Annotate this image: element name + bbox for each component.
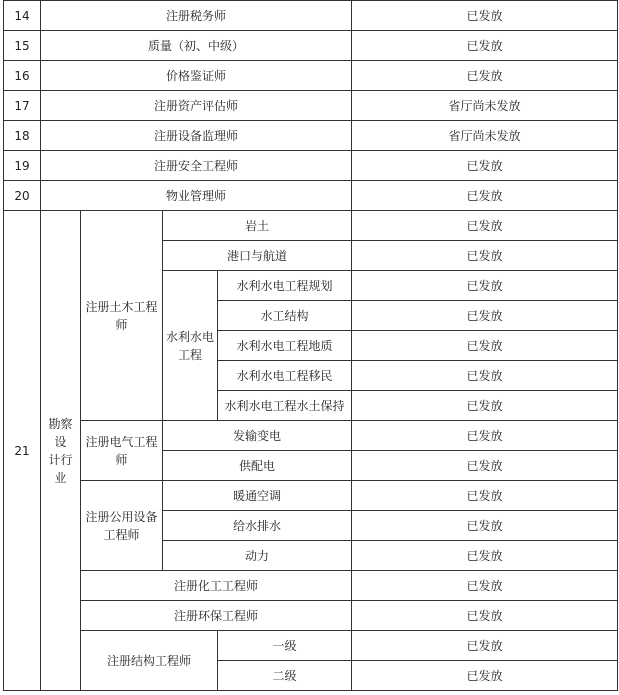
table-row: [4, 631, 618, 661]
row-number: 18: [4, 121, 41, 151]
status-cell: 已发放: [352, 31, 618, 61]
specialty-name: 给水排水: [163, 511, 352, 541]
status-cell: 已发放: [352, 541, 618, 571]
specialty-name: 水利水电工程地质: [218, 331, 352, 361]
status-cell: 已发放: [352, 631, 618, 661]
status-cell: 已发放: [352, 271, 618, 301]
utility-engineer-label-line1: 注册公用设备: [85, 509, 158, 524]
status-cell: 已发放: [352, 1, 618, 31]
row-number: 21: [4, 211, 41, 691]
table-row: [4, 151, 618, 181]
status-cell: 已发放: [352, 331, 618, 361]
certificate-name: 注册安全工程师: [41, 151, 352, 181]
status-cell: 省厅尚未发放: [352, 91, 618, 121]
certificate-name: 价格鉴证师: [41, 61, 352, 91]
row-number: 14: [4, 1, 41, 31]
certificate-name: 注册环保工程师: [81, 601, 352, 631]
specialty-name: 暖通空调: [163, 481, 352, 511]
specialty-name: 水利水电工程规划: [218, 271, 352, 301]
table-row: [4, 421, 618, 451]
specialty-name: 水工结构: [218, 301, 352, 331]
civil-engineer-label-line1: 注册土木工程: [85, 299, 158, 314]
status-cell: 省厅尚未发放: [352, 121, 618, 151]
specialty-name: 一级: [218, 631, 352, 661]
electrical-engineer-label: [81, 421, 163, 481]
table-row: [4, 61, 618, 91]
status-cell: 已发放: [352, 481, 618, 511]
electrical-engineer-label-line2: 师: [115, 452, 128, 467]
status-cell: 已发放: [352, 511, 618, 541]
table-row: [4, 121, 618, 151]
certificate-name: 注册化工工程师: [81, 571, 352, 601]
specialty-name: 供配电: [163, 451, 352, 481]
table-row: [4, 211, 618, 241]
civil-engineer-label: [81, 211, 163, 421]
certificate-table: [3, 0, 618, 691]
industry-label-line1: 勘察设: [48, 416, 73, 449]
status-cell: 已发放: [352, 361, 618, 391]
status-cell: 已发放: [352, 151, 618, 181]
specialty-name: 发输变电: [163, 421, 352, 451]
specialty-name: 动力: [163, 541, 352, 571]
table-row: [4, 91, 618, 121]
specialty-name: 岩土: [163, 211, 352, 241]
table-row: [4, 571, 618, 601]
row-number: 15: [4, 31, 41, 61]
status-cell: 已发放: [352, 661, 618, 691]
row-number: 19: [4, 151, 41, 181]
table-row: [4, 31, 618, 61]
status-cell: 已发放: [352, 571, 618, 601]
table-row: [4, 601, 618, 631]
certificate-name: 注册税务师: [41, 1, 352, 31]
industry-label-line2: 计行业: [48, 452, 73, 485]
water-conservancy-label: [163, 271, 218, 421]
industry-label: [41, 211, 81, 691]
specialty-name: 水利水电工程水土保持: [218, 391, 352, 421]
specialty-name: 二级: [218, 661, 352, 691]
certificate-name: 注册资产评估师: [41, 91, 352, 121]
table-row: [4, 481, 618, 511]
water-conservancy-label-line1: 水利水电: [166, 329, 215, 344]
row-number: 16: [4, 61, 41, 91]
certificate-name: 注册设备监理师: [41, 121, 352, 151]
specialty-name: 港口与航道: [163, 241, 352, 271]
status-cell: 已发放: [352, 391, 618, 421]
certificate-name: 物业管理师: [41, 181, 352, 211]
certificate-name: 质量（初、中级）: [41, 31, 352, 61]
status-cell: 已发放: [352, 601, 618, 631]
utility-engineer-label: [81, 481, 163, 571]
row-number: 20: [4, 181, 41, 211]
structural-engineer-label: 注册结构工程师: [81, 631, 218, 691]
electrical-engineer-label-line1: 注册电气工程: [85, 434, 158, 449]
specialty-name: 水利水电工程移民: [218, 361, 352, 391]
status-cell: 已发放: [352, 451, 618, 481]
status-cell: 已发放: [352, 241, 618, 271]
status-cell: 已发放: [352, 421, 618, 451]
utility-engineer-label-line2: 工程师: [103, 527, 140, 542]
status-cell: 已发放: [352, 211, 618, 241]
status-cell: 已发放: [352, 301, 618, 331]
table-row: [4, 1, 618, 31]
status-cell: 已发放: [352, 61, 618, 91]
water-conservancy-label-line2: 工程: [177, 347, 202, 362]
table-row: [4, 181, 618, 211]
row-number: 17: [4, 91, 41, 121]
status-cell: 已发放: [352, 181, 618, 211]
civil-engineer-label-line2: 师: [115, 317, 128, 332]
